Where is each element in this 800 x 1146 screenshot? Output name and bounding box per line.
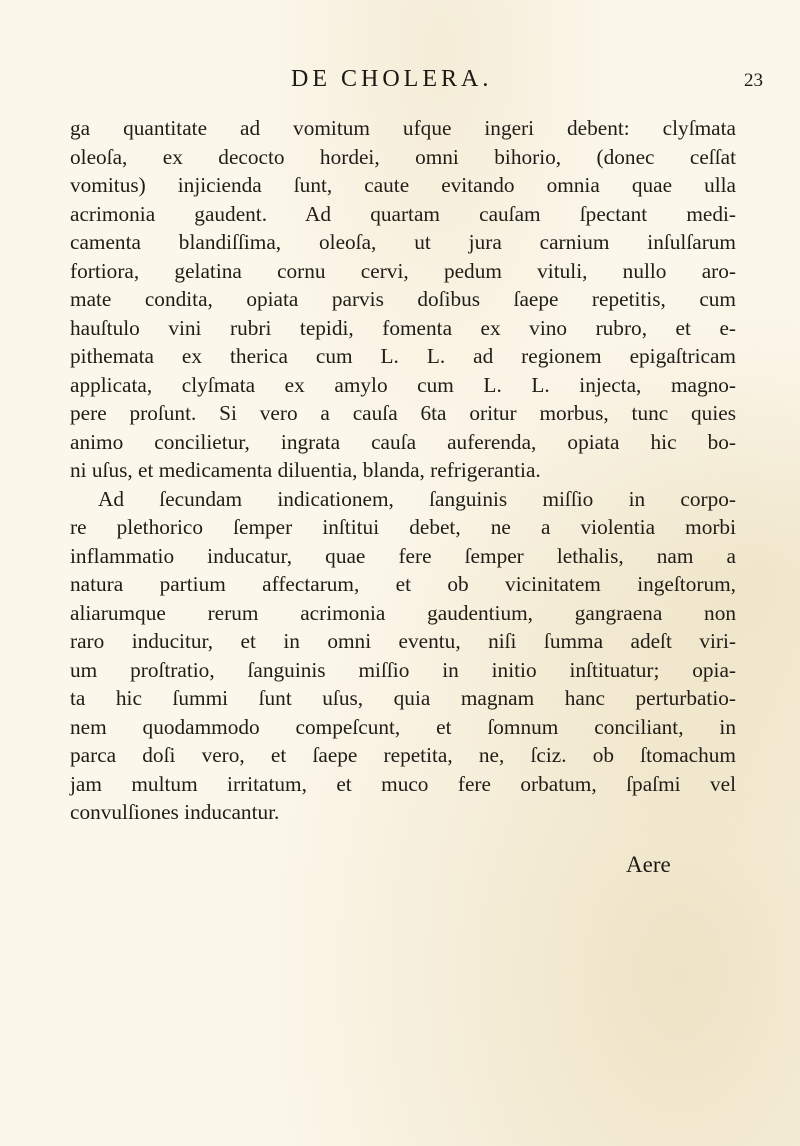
text-line: vomitus) injicienda ſunt, caute evitando omnia quae ulla [70,173,736,197]
catchword: Aere [626,852,671,877]
text-line: convulſiones inducantur. [70,800,280,824]
text-line: re plethorico ſemper inſtitui debet, ne a violentia morbi [70,515,736,539]
text-line: um proſtratio, ſanguinis miſſio in initio inſtituatur; opia- [70,657,736,682]
text-line: mate condita, opiata parvis doſibus ſaepe repetitis, cum [70,287,736,311]
text-line: ga quantitate ad vomitum ufque ingeri debent: clyſmata [70,116,736,140]
text-line: parca doſi vero, et ſaepe repetita, ne, ſciz. ob ſtomachum [70,743,736,767]
text-line: inflammatio inducatur, quae fere ſemper lethalis, nam a [70,543,736,568]
text-line: natura partium affectarum, et ob vicinitatem ingeſtorum, [70,572,736,596]
text-line: animo concilietur, ingrata cauſa auferenda, opiata hic bo- [70,429,736,454]
text-line: pithemata ex therica cum L. L. ad regionem epigaſtricam [70,344,736,368]
text-line: oleoſa, ex decocto hordei, omni bihorio, (donec ceſſat [70,144,736,169]
running-head: DE CHOLERA. [291,66,493,92]
page-number: 23 [744,70,763,91]
text-line: camenta blandiſſima, oleoſa, ut jura carnium inſulſarum [70,230,736,254]
text-line: applicata, clyſmata ex amylo cum L. L. injecta, magno- [70,372,736,397]
text-line: Ad ſecundam indicationem, ſanguinis miſſio in corpo- [98,486,736,511]
text-line: fortiora, gelatina cornu cervi, pedum vituli, nullo aro- [70,258,736,283]
text-line: hauſtulo vini rubri tepidi, fomenta ex vino rubro, et e- [70,315,736,340]
text-line: acrimonia gaudent. Ad quartam cauſam ſpectant medi- [70,201,736,226]
text-line: nem quodammodo compeſcunt, et ſomnum conciliant, in [70,714,736,739]
text-line: aliarumque rerum acrimonia gaudentium, gangraena non [70,600,736,625]
page-header [0,66,800,106]
text-line: pere proſunt. Si vero a cauſa 6ta oritur morbus, tunc quies [70,401,736,425]
text-line: ta hic ſummi ſunt uſus, quia magnam hanc perturbatio- [70,686,736,710]
text-line: raro inducitur, et in omni eventu, niſi ſumma adeſt viri- [70,629,736,653]
text-line: ni uſus, et medicamenta diluentia, blanda, refrigerantia. [70,458,541,482]
text-line: jam multum irritatum, et muco fere orbatum, ſpaſmi vel [70,771,736,796]
body-text [70,114,736,827]
